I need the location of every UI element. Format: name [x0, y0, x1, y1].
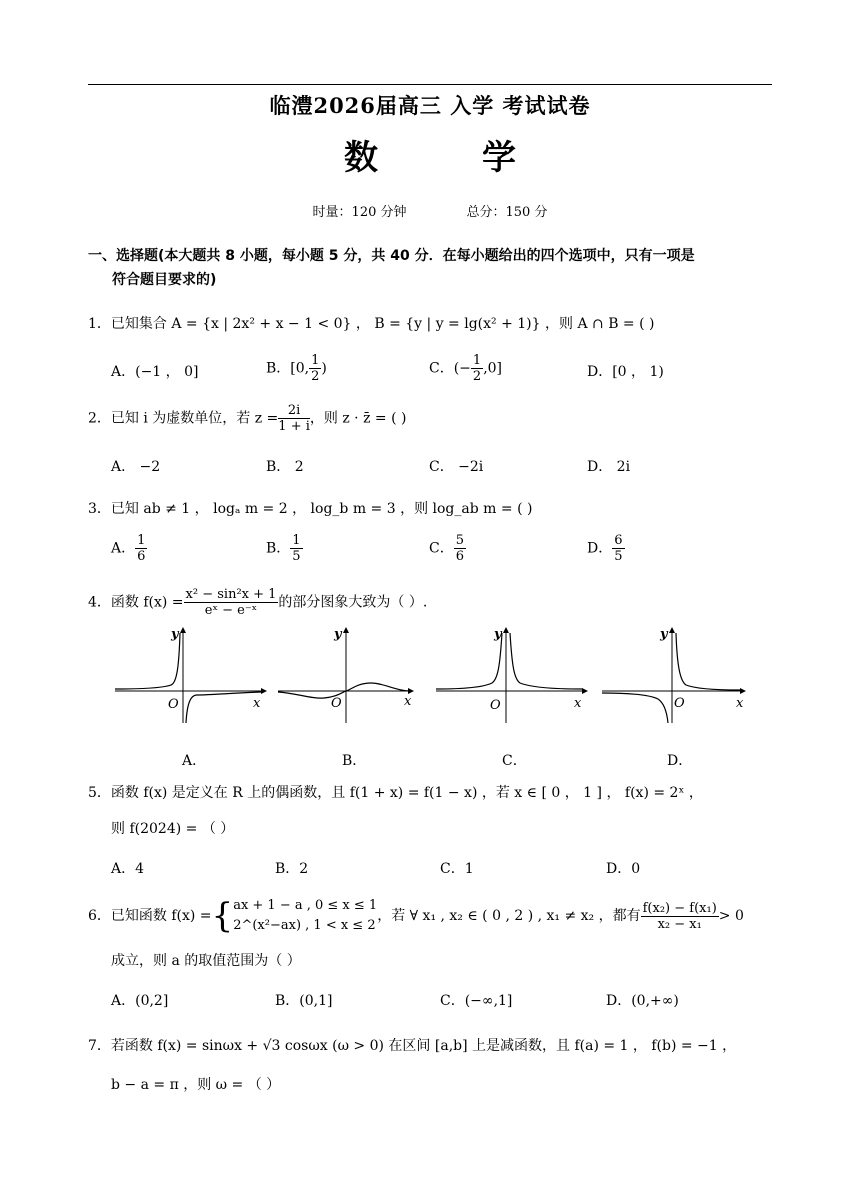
graph-c[interactable] [434, 625, 589, 725]
svg-text:x: x [736, 696, 744, 711]
svg-text:O: O [490, 698, 501, 713]
question-1-stem: 1．已知集合 A = {x | 2x² + x − 1 < 0} ， B = {y | y = lg(x² + 1)} ，则 A ∩ B = ( ) [88, 316, 655, 332]
q3-option-d[interactable]: D． $\frac{6}{5}$ [587, 533, 623, 564]
graph-c-label: C． [502, 753, 527, 769]
question-6-stem-2: 成立，则 a 的取值范围为（ ） [111, 953, 301, 969]
q2-option-c[interactable]: C． −2i [429, 459, 484, 475]
section-heading [88, 244, 778, 292]
question-4-stem: 4．函数 f(x) = $\frac{\text{x² − sin²x + 1}}{\text{eˣ − e⁻ˣ}}$ 的部分图象大致为（ ）. [88, 587, 428, 618]
graph-b[interactable] [276, 625, 431, 725]
top-rule [88, 84, 772, 85]
section-line-2: 符合题目要求的) [112, 272, 217, 288]
question-5-stem: 5．函数 f(x) 是定义在 R 上的偶函数，且 f(1 + x) = f(1 − x) ，若 x ∈ [ 0 ， 1 ] ， f(x) = 2ˣ ， [88, 785, 703, 801]
question-7-stem-2: b − a = π ，则 ω = （ ） [111, 1077, 281, 1093]
svg-text:x: x [253, 696, 261, 711]
exam-title: 临澧2026届高三 入学 考试试卷 [269, 93, 591, 118]
q2-option-b[interactable]: B． 2 [266, 459, 304, 475]
question-6-stem: 6．已知函数 f(x) ={ ax + 1 − a , 0 ≤ x ≤ 1 2^(x²−ax) , 1 < x ≤ 2 ，若 ∀ x₁ , x₂ ∈ ( 0 , 2 ) , x₁ ≠ x₂ ，都有 $\frac{\text{f(x₂) − f(x₁)}}{\text{x₂ − x₁}}$ > 0 [88, 896, 744, 936]
svg-text:O: O [331, 696, 342, 711]
exam-meta [0, 201, 860, 220]
q6-option-d[interactable]: D．(0,+∞) [606, 993, 679, 1009]
subject-char-1: 数 [344, 138, 378, 178]
q6-option-a[interactable]: A．(0,2] [111, 993, 169, 1009]
subject-char-2: 学 [482, 138, 516, 178]
graph-a[interactable] [113, 625, 268, 725]
question-2-stem: 2．已知 i 为虚数单位，若 z = $\frac{2i}{1 + i}$ ，则 z · z̄ = ( ) [88, 403, 407, 434]
graph-a-label: A． [182, 753, 207, 769]
q3-option-b[interactable]: B． $\frac{1}{5}$ [266, 533, 301, 564]
q3-option-c[interactable]: C． $\frac{5}{6}$ [429, 533, 464, 564]
graph-d-label: D． [667, 753, 693, 769]
subject-title [0, 130, 860, 179]
svg-text:y: y [494, 627, 502, 642]
q1-option-a[interactable]: A．(−1 ， 0] [111, 364, 199, 380]
question-5-stem-2: 则 f(2024) = （ ） [111, 821, 235, 837]
q5-option-a[interactable]: A．4 [111, 861, 145, 877]
svg-text:y: y [334, 627, 342, 642]
q1-option-c[interactable]: C．(− $\frac{1}{2}$ ,0] [429, 353, 503, 384]
svg-text:y: y [660, 627, 668, 642]
total-score: 总分：150 分 [466, 205, 548, 220]
section-line-1: 一、选择题(本大题共 8 小题，每小题 5 分，共 40 分．在每小题给出的四个选项中，只有一项是 [88, 248, 695, 264]
q5-option-b[interactable]: B．2 [275, 861, 309, 877]
svg-text:x: x [404, 694, 412, 709]
svg-text:O: O [168, 697, 179, 712]
q6-option-c[interactable]: C．(−∞,1] [440, 993, 513, 1009]
q5-option-c[interactable]: C．1 [440, 861, 474, 877]
graph-d[interactable] [600, 625, 755, 725]
q2-option-a[interactable]: A． −2 [111, 459, 161, 475]
svg-text:x: x [574, 696, 582, 711]
graph-b-label: B． [342, 753, 367, 769]
svg-text:y: y [171, 627, 179, 642]
q3-option-a[interactable]: A． $\frac{1}{6}$ [111, 533, 146, 564]
q5-option-d[interactable]: D．0 [606, 861, 641, 877]
question-7-stem: 7．若函数 f(x) = sinωx + √3 cosωx (ω > 0) 在区间 [a,b] 上是减函数，且 f(a) = 1 ， f(b) = −1 ， [88, 1038, 737, 1054]
question-3-stem: 3．已知 ab ≠ 1 ， logₐ m = 2 ， log_b m = 3 ，则 log_ab m = ( ) [88, 501, 533, 517]
time-limit: 时量：120 分钟 [312, 205, 407, 220]
q6-option-b[interactable]: B．(0,1] [275, 993, 333, 1009]
q2-option-d[interactable]: D． 2i [587, 459, 631, 475]
q1-option-d[interactable]: D．[0 ， 1) [587, 364, 664, 380]
svg-text:O: O [674, 696, 685, 711]
q1-option-b[interactable]: B．[0, $\frac{1}{2}$ ) [266, 353, 327, 384]
